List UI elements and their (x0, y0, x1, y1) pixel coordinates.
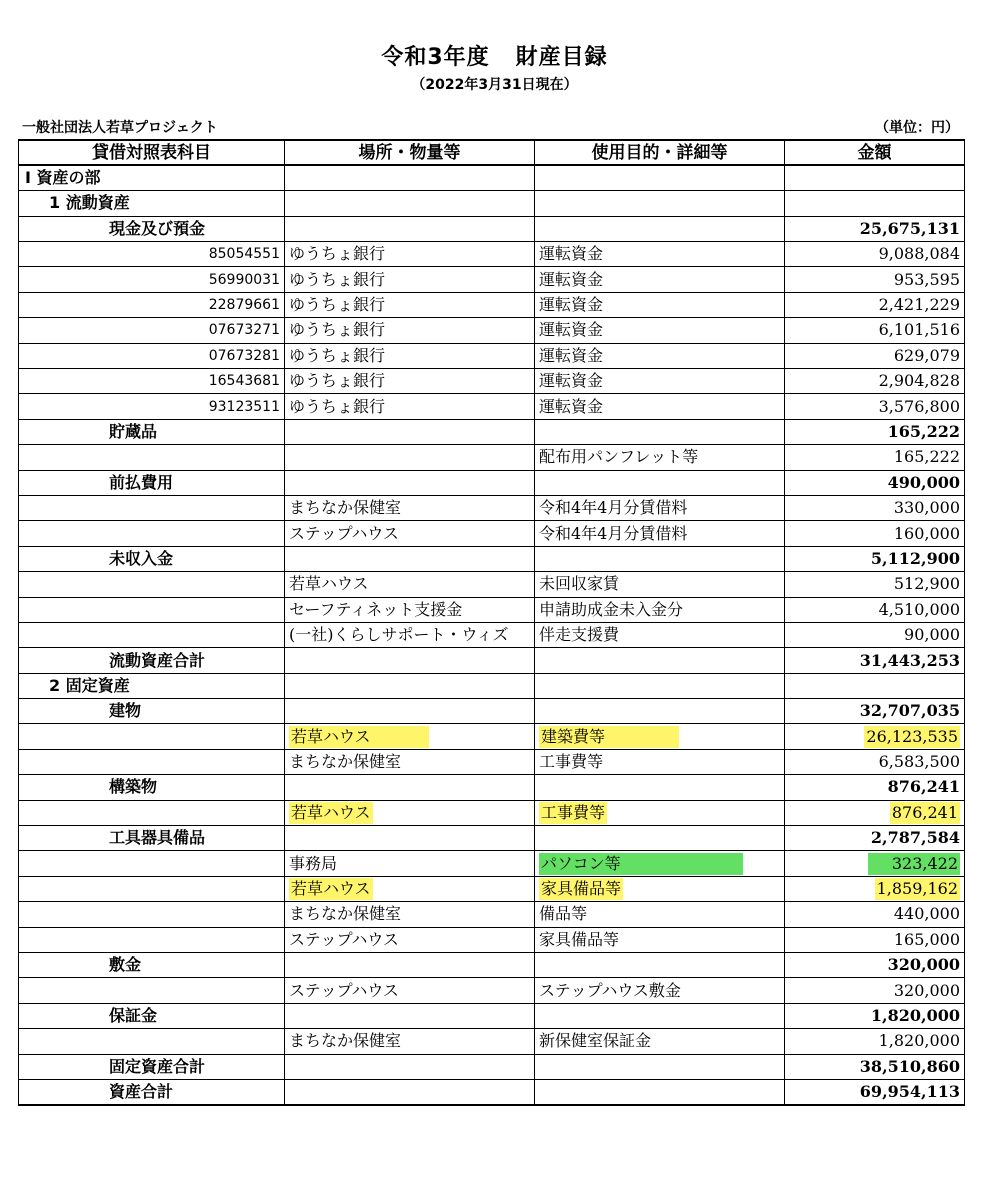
category-label: 建物 (19, 699, 285, 724)
amount-cell: 165,222 (785, 445, 965, 470)
place-cell (285, 775, 535, 800)
table-row (19, 191, 965, 216)
place-cell: ゆうちょ銀行 (285, 242, 535, 267)
purpose-cell: 運転資金 (535, 394, 785, 419)
purpose-cell (535, 851, 785, 876)
purpose-cell (535, 648, 785, 673)
place-cell (285, 826, 535, 851)
table-header-row (19, 140, 965, 165)
place-cell (285, 800, 535, 825)
amount-cell: 953,595 (785, 267, 965, 292)
place-cell (285, 165, 535, 190)
place-cell (285, 648, 535, 673)
as-of-date: （2022年3月31日現在） (411, 77, 578, 93)
table-row (19, 343, 965, 368)
account-number (19, 800, 285, 825)
amount-cell: 1,820,000 (785, 1029, 965, 1054)
purpose-cell: 運転資金 (535, 267, 785, 292)
purpose-cell (535, 699, 785, 724)
place-cell: ゆうちょ銀行 (285, 318, 535, 343)
category-amount: 32,707,035 (785, 699, 965, 724)
amount-cell (785, 165, 965, 190)
purpose-cell: 令和4年4月分賃借料 (535, 495, 785, 520)
unit-label: （単位：円） (875, 120, 959, 136)
table-row (19, 216, 965, 241)
place-cell (285, 546, 535, 571)
place-cell: ゆうちょ銀行 (285, 369, 535, 394)
table-row (19, 521, 965, 546)
account-number (19, 597, 285, 622)
purpose-cell (535, 724, 785, 749)
category-amount: 2,787,584 (785, 826, 965, 851)
section-label: Ⅰ 資産の部 (19, 165, 285, 190)
purpose-cell (535, 673, 785, 698)
amount-cell (785, 673, 965, 698)
purpose-cell: 伴走支援費 (535, 622, 785, 647)
amount-cell (785, 800, 965, 825)
purpose-cell-highlighted: 家具備品等 (541, 879, 622, 899)
account-number (19, 724, 285, 749)
table-row (19, 394, 965, 419)
amount-cell-highlighted: 876,241 (891, 802, 958, 822)
amount-cell: 440,000 (785, 902, 965, 927)
category-amount: 5,112,900 (785, 546, 965, 571)
category-label: 現金及び預金 (19, 216, 285, 241)
category-label: 固定資産合計 (19, 1054, 285, 1079)
place-cell: まちなか保健室 (285, 495, 535, 520)
column-header: 場所・物量等 (285, 140, 535, 165)
category-amount: 165,222 (785, 419, 965, 444)
amount-cell: 160,000 (785, 521, 965, 546)
table-row (19, 1003, 965, 1028)
purpose-cell (535, 546, 785, 571)
account-number (19, 851, 285, 876)
amount-cell: 330,000 (785, 495, 965, 520)
place-cell (285, 953, 535, 978)
place-cell: まちなか保健室 (285, 902, 535, 927)
purpose-cell-highlighted: 工事費等 (541, 802, 606, 822)
account-number (19, 622, 285, 647)
purpose-cell: 運転資金 (535, 369, 785, 394)
place-cell: ステップハウス (285, 521, 535, 546)
purpose-cell: 新保健室保証金 (535, 1029, 785, 1054)
amount-cell-highlighted: 1,859,162 (876, 879, 958, 899)
table-row (19, 597, 965, 622)
amount-cell: 2,421,229 (785, 292, 965, 317)
column-header: 貸借対照表科目 (19, 140, 285, 165)
place-cell: (一社)くらしサポート・ウィズ (285, 622, 535, 647)
purpose-cell (535, 800, 785, 825)
place-cell (285, 1079, 535, 1104)
page-title (0, 40, 989, 71)
account-number: 22879661 (19, 292, 285, 317)
purpose-cell (535, 165, 785, 190)
table-row (19, 902, 965, 927)
table-row (19, 978, 965, 1003)
amount-cell: 9,088,084 (785, 242, 965, 267)
purpose-cell: ステップハウス敷金 (535, 978, 785, 1003)
place-cell (285, 470, 535, 495)
place-cell (285, 1003, 535, 1028)
place-cell-highlighted: 若草ハウス (291, 879, 371, 899)
category-amount: 320,000 (785, 953, 965, 978)
place-cell (285, 445, 535, 470)
account-number (19, 445, 285, 470)
table-row (19, 673, 965, 698)
purpose-cell: 令和4年4月分賃借料 (535, 521, 785, 546)
organization-name: 一般社団法人若草プロジェクト (22, 120, 218, 136)
place-cell: ゆうちょ銀行 (285, 394, 535, 419)
place-cell: ゆうちょ銀行 (285, 267, 535, 292)
purpose-cell: 家具備品等 (535, 927, 785, 952)
account-number (19, 978, 285, 1003)
account-number (19, 495, 285, 520)
category-label: 保証金 (19, 1003, 285, 1028)
amount-cell: 2,904,828 (785, 369, 965, 394)
column-header: 金額 (785, 140, 965, 165)
account-number: 56990031 (19, 267, 285, 292)
purpose-cell: 工事費等 (535, 749, 785, 774)
table-row (19, 1029, 965, 1054)
amount-cell: 4,510,000 (785, 597, 965, 622)
subsection-label: 2 固定資産 (19, 673, 285, 698)
account-number (19, 521, 285, 546)
account-number: 07673271 (19, 318, 285, 343)
table-row (19, 369, 965, 394)
purpose-cell: 運転資金 (535, 318, 785, 343)
table-row (19, 419, 965, 444)
title-year: 令和3年度 (381, 45, 490, 70)
category-label: 資産合計 (19, 1079, 285, 1104)
table-row (19, 292, 965, 317)
category-amount: 490,000 (785, 470, 965, 495)
category-label: 敷金 (19, 953, 285, 978)
purpose-cell (535, 419, 785, 444)
table-row (19, 622, 965, 647)
account-number (19, 927, 285, 952)
category-label: 貯蔵品 (19, 419, 285, 444)
table-row (19, 470, 965, 495)
category-label: 流動資産合計 (19, 648, 285, 673)
place-cell: セーフティネット支援金 (285, 597, 535, 622)
amount-cell (785, 851, 965, 876)
table-row (19, 165, 965, 190)
column-header: 使用目的・詳細等 (535, 140, 785, 165)
amount-cell: 320,000 (785, 978, 965, 1003)
purpose-cell (535, 775, 785, 800)
place-cell: ゆうちょ銀行 (285, 343, 535, 368)
amount-cell: 6,583,500 (785, 749, 965, 774)
table-row (19, 445, 965, 470)
purpose-cell (535, 953, 785, 978)
table-row (19, 546, 965, 571)
category-label: 工具器具備品 (19, 826, 285, 851)
purpose-cell: 運転資金 (535, 343, 785, 368)
category-label: 前払費用 (19, 470, 285, 495)
amount-cell (785, 876, 965, 901)
purpose-cell: 申請助成金未入金分 (535, 597, 785, 622)
account-number (19, 749, 285, 774)
amount-cell: 3,576,800 (785, 394, 965, 419)
table-row (19, 1079, 965, 1104)
subsection-label: 1 流動資産 (19, 191, 285, 216)
table-row (19, 749, 965, 774)
purpose-cell (535, 876, 785, 901)
category-amount: 1,820,000 (785, 1003, 965, 1028)
table-row (19, 851, 965, 876)
purpose-cell: 備品等 (535, 902, 785, 927)
place-cell-highlighted: 若草ハウス (289, 726, 429, 748)
table-row (19, 572, 965, 597)
account-number (19, 876, 285, 901)
category-amount: 25,675,131 (785, 216, 965, 241)
place-cell (285, 673, 535, 698)
table-body (19, 165, 965, 1104)
place-cell (285, 191, 535, 216)
purpose-cell-highlighted: 建築費等 (539, 726, 679, 748)
account-number: 07673281 (19, 343, 285, 368)
place-cell: 若草ハウス (285, 572, 535, 597)
amount-cell: 629,079 (785, 343, 965, 368)
account-number: 85054551 (19, 242, 285, 267)
table-row (19, 953, 965, 978)
purpose-cell (535, 1079, 785, 1104)
table-row (19, 267, 965, 292)
amount-cell: 6,101,516 (785, 318, 965, 343)
amount-cell (785, 724, 965, 749)
table-row (19, 927, 965, 952)
category-label: 構築物 (19, 775, 285, 800)
table-row (19, 775, 965, 800)
category-amount: 38,510,860 (785, 1054, 965, 1079)
table-row (19, 826, 965, 851)
place-cell: まちなか保健室 (285, 1029, 535, 1054)
purpose-cell-highlighted: パソコン等 (539, 853, 743, 875)
place-cell: 事務局 (285, 851, 535, 876)
title-main: 財産目録 (515, 45, 608, 70)
place-cell (285, 724, 535, 749)
table-row (19, 800, 965, 825)
amount-cell (785, 191, 965, 216)
table-row (19, 648, 965, 673)
purpose-cell: 運転資金 (535, 292, 785, 317)
account-number: 93123511 (19, 394, 285, 419)
purpose-cell (535, 470, 785, 495)
amount-cell-highlighted: 26,123,535 (866, 726, 958, 746)
account-number (19, 572, 285, 597)
purpose-cell: 未回収家賃 (535, 572, 785, 597)
place-cell (285, 699, 535, 724)
place-cell-highlighted: 若草ハウス (291, 802, 371, 822)
table-row (19, 318, 965, 343)
purpose-cell (535, 1003, 785, 1028)
table-row (19, 876, 965, 901)
place-cell: ステップハウス (285, 927, 535, 952)
purpose-cell (535, 1054, 785, 1079)
amount-cell: 165,000 (785, 927, 965, 952)
category-amount: 31,443,253 (785, 648, 965, 673)
amount-cell: 90,000 (785, 622, 965, 647)
account-number (19, 902, 285, 927)
place-cell (285, 216, 535, 241)
table-row (19, 724, 965, 749)
purpose-cell: 運転資金 (535, 242, 785, 267)
table-row (19, 1054, 965, 1079)
table-row (19, 495, 965, 520)
category-amount: 876,241 (785, 775, 965, 800)
place-cell (285, 419, 535, 444)
purpose-cell (535, 826, 785, 851)
account-number: 16543681 (19, 369, 285, 394)
place-cell (285, 1054, 535, 1079)
amount-cell-highlighted: 323,422 (868, 853, 960, 875)
purpose-cell: 配布用パンフレット等 (535, 445, 785, 470)
asset-inventory-table (18, 139, 965, 1106)
amount-cell: 512,900 (785, 572, 965, 597)
place-cell: まちなか保健室 (285, 749, 535, 774)
place-cell: ゆうちょ銀行 (285, 292, 535, 317)
table-row (19, 699, 965, 724)
table-row (19, 242, 965, 267)
category-amount: 69,954,113 (785, 1079, 965, 1104)
account-number (19, 1029, 285, 1054)
place-cell (285, 876, 535, 901)
purpose-cell (535, 216, 785, 241)
purpose-cell (535, 191, 785, 216)
place-cell: ステップハウス (285, 978, 535, 1003)
category-label: 未収入金 (19, 546, 285, 571)
